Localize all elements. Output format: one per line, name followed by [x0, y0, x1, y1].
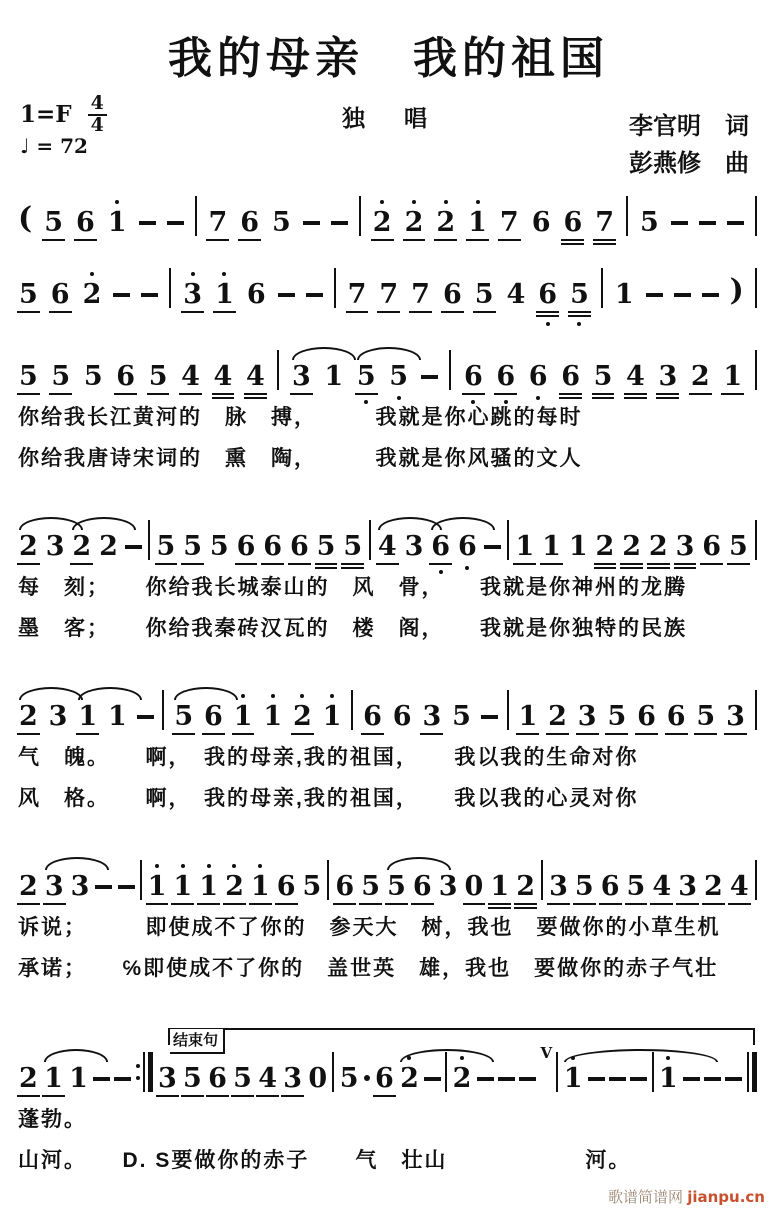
note: 5: [83, 361, 103, 392]
final-barline: [747, 1052, 757, 1092]
note: 2: [595, 533, 616, 560]
notation-line: [18, 332, 757, 473]
notation-tokens: [18, 178, 757, 236]
note: 4: [651, 873, 672, 900]
barline: [541, 860, 543, 900]
duration-dash: [702, 293, 719, 297]
lyrics-row: 你给我长江黄河的 脉 搏， 我就是你心跳的每时: [18, 406, 583, 429]
note: 6: [463, 363, 484, 390]
barline: [351, 690, 353, 730]
lyrics-row: 你给我唐诗宋词的 熏 陶， 我就是你风骚的文人: [18, 447, 583, 471]
time-signature-denominator: 4: [90, 113, 104, 136]
duration-dash: [671, 221, 688, 225]
note: 2: [515, 873, 536, 900]
barline: [449, 350, 451, 390]
note: 2: [224, 873, 245, 900]
note: 2: [292, 703, 313, 730]
barline: [755, 690, 757, 730]
note: 6: [50, 281, 71, 308]
note: 7: [410, 281, 431, 308]
note: 2: [82, 281, 103, 308]
note: 2: [690, 363, 711, 390]
duration-dash: [630, 1077, 647, 1081]
note: 1: [467, 209, 488, 236]
note: 5: [316, 533, 337, 560]
note: 3: [577, 703, 598, 730]
barline: [140, 860, 142, 900]
notation-line: [18, 178, 757, 236]
duration-dash: [95, 885, 112, 889]
barline: [755, 860, 757, 900]
lyricist: 李官明 词: [629, 113, 749, 140]
note: 6: [560, 363, 581, 390]
ending-phrase-label: 结束句: [170, 1029, 225, 1054]
duration-dash: [498, 1077, 515, 1081]
barline: [169, 268, 171, 308]
voice-type: 独 唱: [342, 105, 435, 131]
note: 7: [207, 209, 228, 236]
duration-dash: [519, 1077, 536, 1081]
note: 2: [18, 703, 39, 730]
rest-note: 0: [464, 873, 485, 900]
note: 5: [339, 1063, 359, 1094]
note: 1: [233, 703, 254, 730]
note: 5: [209, 531, 229, 562]
duration-dash: [646, 293, 663, 297]
note: 1: [541, 533, 562, 560]
slur-arc: [72, 517, 136, 530]
barline: [507, 520, 509, 560]
duration-dash: [125, 545, 142, 549]
breath-mark: V: [540, 1044, 553, 1062]
note: 5: [640, 207, 659, 238]
note: 4: [180, 363, 201, 390]
note: 4: [213, 363, 234, 390]
slur-arc: [45, 857, 109, 870]
note: 2: [399, 1065, 420, 1092]
note: 1: [107, 209, 128, 236]
note: 6: [636, 703, 657, 730]
note: 1: [147, 873, 168, 900]
barline: [755, 196, 757, 236]
barline: [755, 268, 757, 308]
note: 3: [45, 531, 65, 562]
tempo-marking: [20, 134, 88, 158]
slur-arc: [174, 687, 238, 700]
note: 6: [374, 1065, 395, 1092]
note: 3: [182, 281, 203, 308]
duration-dash: [588, 1077, 605, 1081]
quarter-note-icon: ♩: [20, 134, 30, 158]
note: 5: [606, 703, 627, 730]
slur-arc: [78, 687, 142, 700]
note: 5: [232, 1065, 253, 1092]
duration-dash: [484, 545, 501, 549]
note: 2: [372, 209, 393, 236]
barline: [334, 268, 336, 308]
note: 5: [626, 873, 647, 900]
note: 2: [547, 703, 568, 730]
note: 6: [701, 533, 722, 560]
note: 1: [489, 873, 510, 900]
note: 5: [173, 703, 194, 730]
duration-dash: [683, 1077, 700, 1081]
note: 5: [360, 873, 381, 900]
duration-dash: [331, 221, 348, 225]
slur-arc: [400, 1049, 494, 1062]
note: 4: [245, 363, 266, 390]
lyrics-row: 山河。 D. S要做你的赤子 气 壮山 河。: [18, 1149, 632, 1173]
note: 5: [43, 209, 64, 236]
credits: [629, 108, 749, 182]
note: 5: [574, 873, 595, 900]
ending-phrase-bracket: [168, 1028, 755, 1049]
slur-arc: [387, 857, 451, 870]
watermark-site: 歌谱简谱网: [608, 1189, 684, 1206]
note: 4: [257, 1065, 278, 1092]
note: 5: [148, 363, 169, 390]
note: 7: [594, 209, 615, 236]
parenthesis: ): [729, 273, 744, 308]
note: 3: [48, 701, 68, 732]
slur-arc: [431, 517, 495, 530]
lyrics-row: 蓬勃。: [18, 1108, 87, 1131]
repeat-end-barline: [136, 1052, 153, 1092]
barline: [195, 196, 197, 236]
duration-dash: [113, 293, 130, 297]
parenthesis: (: [18, 201, 33, 236]
note: 1: [517, 703, 538, 730]
notation-tokens: [18, 842, 757, 900]
notation-line: [18, 250, 757, 308]
note: 3: [675, 533, 696, 560]
note: 2: [648, 533, 669, 560]
note: 6: [239, 209, 260, 236]
note: 2: [452, 1065, 473, 1092]
lyrics-row: 诉说； 即使成不了你的 参天大 树，我也 要做你的小草生机: [18, 916, 721, 939]
note: 5: [474, 281, 495, 308]
composer: 彭燕修 曲: [629, 150, 749, 178]
notation-tokens: [18, 502, 757, 560]
note: 1: [43, 1065, 64, 1092]
barline: [755, 520, 757, 560]
note: 6: [276, 873, 297, 900]
note: 6: [246, 279, 266, 310]
note: 5: [728, 533, 749, 560]
note: 6: [115, 363, 136, 390]
note: 4: [729, 873, 750, 900]
duration-dash: [609, 1077, 626, 1081]
note: 1: [198, 873, 219, 900]
duration-dash: [118, 885, 135, 889]
barline: [277, 350, 279, 390]
note: 6: [430, 533, 451, 560]
lyrics-row: 承诺； ℅即使成不了你的 盖世英 雄，我也 要做你的赤子气壮: [18, 957, 719, 981]
note: 5: [342, 533, 363, 560]
duration-dash: [727, 221, 744, 225]
duration-dash: [278, 293, 295, 297]
note: 1: [514, 533, 535, 560]
note: 5: [695, 703, 716, 730]
time-signature-numerator: 4: [88, 94, 107, 116]
lyrics-row: 气 魄。 啊， 我的母亲,我的祖国， 我以我的生命对你: [18, 746, 639, 769]
note: 6: [203, 703, 224, 730]
note: 2: [71, 533, 92, 560]
duration-dash: [674, 293, 691, 297]
note: 6: [362, 703, 383, 730]
note: 2: [18, 533, 39, 560]
barline: [507, 690, 509, 730]
note: 6: [495, 363, 516, 390]
barline: [626, 196, 628, 236]
note: 1: [322, 703, 343, 730]
lyrics-row: 风 格。 啊， 我的母亲,我的祖国， 我以我的心灵对你: [18, 787, 639, 811]
note: 3: [282, 1065, 303, 1092]
note: 7: [378, 281, 399, 308]
note: 5: [18, 363, 39, 390]
note: 6: [537, 281, 558, 308]
note: 7: [347, 281, 368, 308]
slur-arc: [564, 1049, 718, 1062]
barline: [332, 1052, 334, 1092]
note: 6: [289, 533, 310, 560]
rest-note: 0: [308, 1063, 328, 1094]
slur-arc: [292, 347, 356, 360]
barline: [359, 196, 361, 236]
note: 2: [99, 531, 118, 562]
notation-tokens: [18, 250, 757, 308]
note: 1: [722, 363, 743, 390]
note: 5: [156, 533, 177, 560]
note: 5: [18, 281, 39, 308]
notation-line: [18, 842, 757, 983]
note: 5: [182, 533, 203, 560]
notation-line: [18, 672, 757, 813]
note: 5: [302, 871, 322, 902]
note: 3: [44, 873, 65, 900]
note: 5: [452, 701, 471, 732]
note: 1: [107, 701, 127, 732]
key-signature: 1=F: [20, 101, 72, 129]
note: 7: [499, 209, 520, 236]
lyrics-row: 墨 客； 你给我秦砖汉瓦的 楼 阁， 我就是你独特的民族: [18, 617, 687, 641]
slur-arc: [19, 687, 83, 700]
duration-dash: [699, 221, 716, 225]
note: 2: [18, 1065, 39, 1092]
duration-dash: [306, 293, 323, 297]
song-title: 我的母亲 我的祖国: [168, 33, 609, 84]
note: 1: [568, 531, 588, 562]
note: 6: [666, 703, 687, 730]
note: 3: [70, 871, 90, 902]
augmentation-dot: [364, 1075, 370, 1081]
note: 3: [677, 873, 698, 900]
note: 1: [69, 1063, 88, 1094]
note: 6: [600, 873, 621, 900]
note: 2: [435, 209, 456, 236]
note: 6: [528, 363, 549, 390]
note: 5: [569, 281, 590, 308]
note: 6: [457, 533, 478, 560]
barline: [755, 350, 757, 390]
note: 3: [657, 363, 678, 390]
note: 5: [356, 363, 377, 390]
note: 3: [404, 531, 424, 562]
note: 5: [593, 363, 614, 390]
duration-dash: [137, 715, 154, 719]
barline: [162, 690, 164, 730]
note: 1: [214, 281, 235, 308]
notation-line: [18, 1034, 757, 1175]
note: 6: [442, 281, 463, 308]
note: 6: [392, 701, 412, 732]
duration-dash: [93, 1077, 110, 1081]
note: 2: [404, 209, 425, 236]
note: 5: [386, 873, 407, 900]
note: 6: [412, 873, 433, 900]
note: 4: [625, 363, 646, 390]
barline: [369, 520, 371, 560]
barline: [148, 520, 150, 560]
lyrics-row: 每 刻； 你给我长城泰山的 风 骨， 我就是你神州的龙腾: [18, 576, 687, 599]
note: 3: [291, 363, 312, 390]
note: 1: [324, 361, 344, 392]
note: 5: [388, 363, 409, 390]
note: 6: [75, 209, 96, 236]
note: 6: [334, 873, 355, 900]
duration-dash: [477, 1077, 494, 1081]
duration-dash: [167, 221, 184, 225]
note: 2: [18, 873, 39, 900]
duration-dash: [303, 221, 320, 225]
note: 1: [658, 1065, 679, 1092]
watermark-url: jianpu.cn: [687, 1188, 765, 1206]
note: 1: [262, 703, 283, 730]
note: 3: [725, 703, 746, 730]
duration-dash: [141, 293, 158, 297]
note: 3: [421, 703, 442, 730]
duration-dash: [114, 1077, 131, 1081]
duration-dash: [139, 221, 156, 225]
note: 6: [207, 1065, 228, 1092]
note: 6: [531, 207, 551, 238]
duration-dash: [481, 715, 498, 719]
note: 4: [377, 533, 398, 560]
note: 1: [614, 279, 634, 310]
note: 3: [438, 871, 458, 902]
note: 4: [506, 279, 526, 310]
note: 5: [50, 363, 71, 390]
duration-dash: [421, 375, 438, 379]
note: 1: [172, 873, 193, 900]
barline: [327, 860, 329, 900]
note: 5: [272, 207, 291, 238]
duration-dash: [725, 1077, 742, 1081]
note: 3: [548, 873, 569, 900]
note: 2: [703, 873, 724, 900]
notation-tokens: [18, 672, 757, 730]
note: 1: [563, 1065, 584, 1092]
notation-line: [18, 502, 757, 643]
duration-dash: [424, 1077, 441, 1081]
note: 5: [182, 1065, 203, 1092]
notation-tokens: [18, 332, 757, 390]
note: 6: [236, 533, 257, 560]
barline: [601, 268, 603, 308]
barline: [556, 1052, 558, 1092]
watermark: [608, 1186, 765, 1207]
note: 3: [157, 1065, 178, 1092]
note: 2: [621, 533, 642, 560]
note: 6: [262, 533, 283, 560]
note: 6: [562, 209, 583, 236]
note: 1: [250, 873, 271, 900]
slur-arc: [44, 1049, 108, 1062]
tempo-value: = 72: [36, 134, 88, 158]
note: 1: [77, 703, 98, 730]
duration-dash: [704, 1077, 721, 1081]
slur-arc: [357, 347, 421, 360]
